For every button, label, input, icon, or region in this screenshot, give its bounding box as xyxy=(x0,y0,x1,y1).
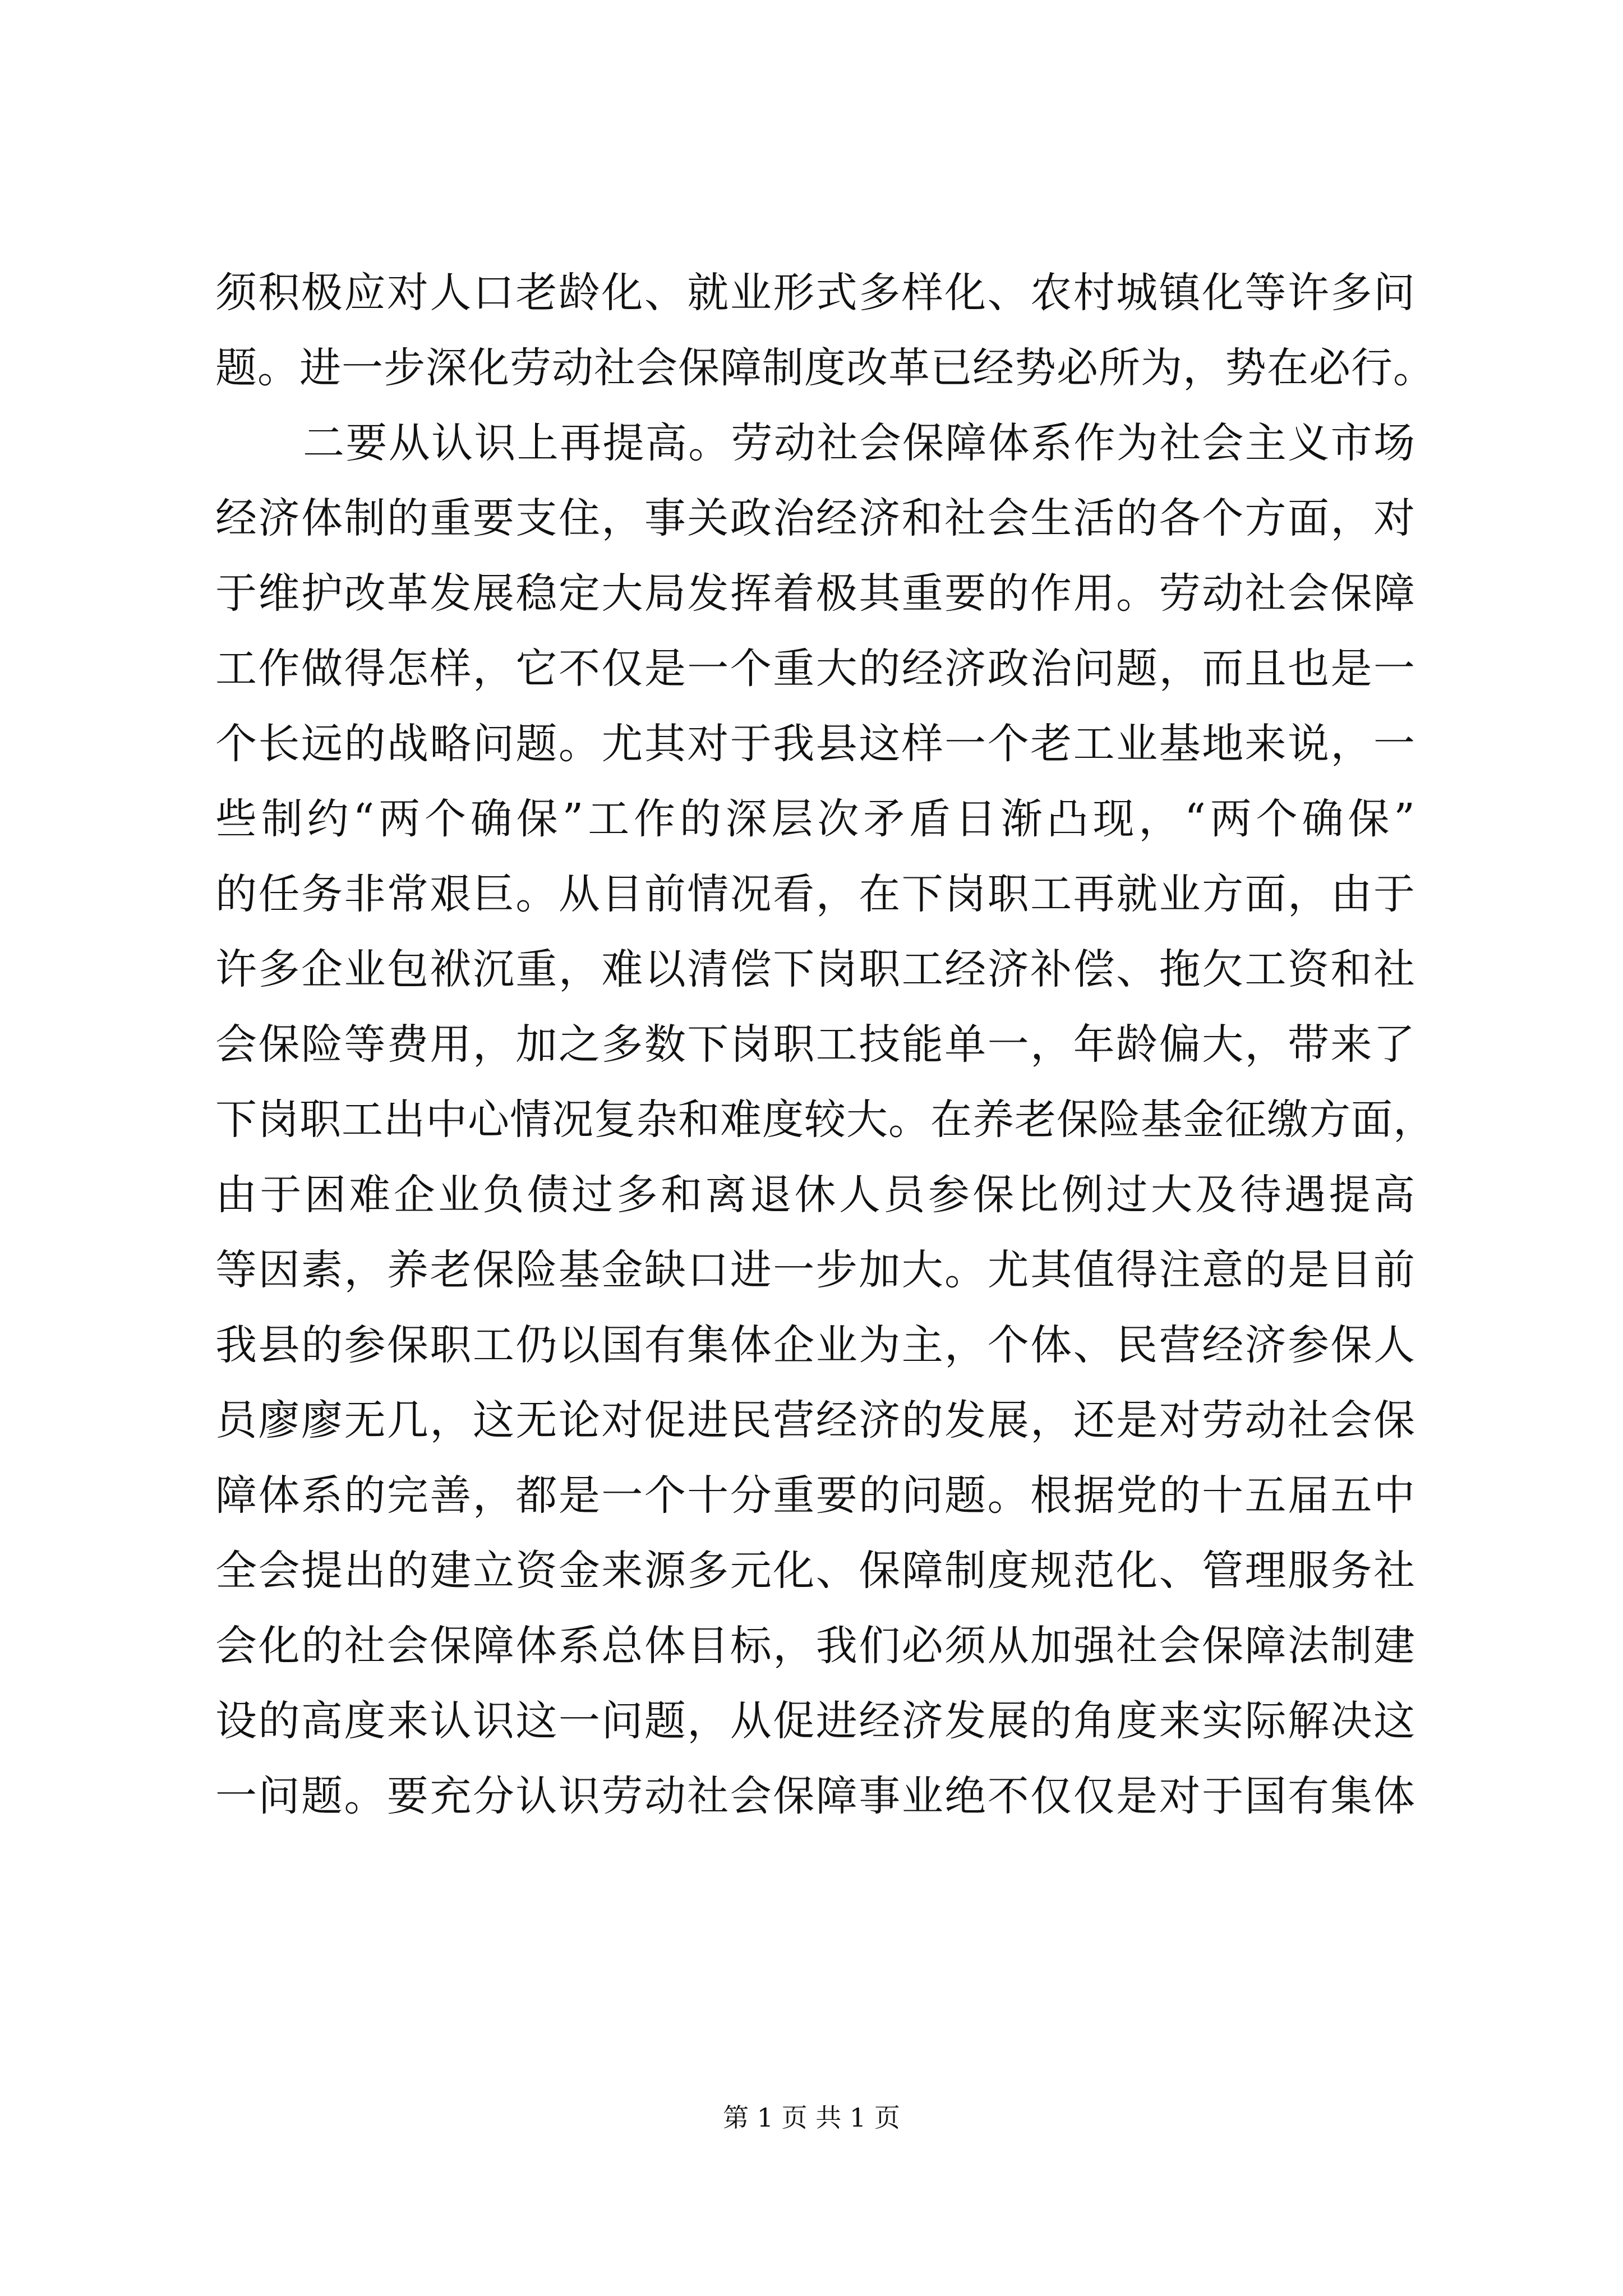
text-line-8: 些制约“两个确保”工作的深层次矛盾日渐凸现，“两个确保” xyxy=(215,795,1415,843)
text-line-3: 二要从认识上再提高。劳动社会保障体系作为社会主义市场 xyxy=(303,419,1415,467)
text-line-18: 全会提出的建立资金来源多元化、保障制度规范化、管理服务社 xyxy=(215,1547,1415,1595)
text-line-11: 会保险等费用，加之多数下岗职工技能单一，年龄偏大，带来了 xyxy=(215,1020,1415,1069)
text-line-6: 工作做得怎样，它不仅是一个重大的经济政治问题，而且也是一 xyxy=(215,645,1415,693)
text-line-7: 个长远的战略问题。尤其对于我县这样一个老工业基地来说，一 xyxy=(215,720,1415,768)
text-line-19: 会化的社会保障体系总体目标，我们必须从加强社会保障法制建 xyxy=(215,1622,1415,1670)
text-line-9: 的任务非常艰巨。从目前情况看，在下岗职工再就业方面，由于 xyxy=(215,870,1415,918)
text-line-16: 员廖廖无几，这无论对促进民营经济的发展，还是对劳动社会保 xyxy=(215,1396,1415,1444)
text-line-20: 设的高度来认识这一问题，从促进经济发展的角度来实际解决这 xyxy=(215,1697,1415,1745)
text-line-12: 下岗职工出中心情况复杂和难度较大。在养老保险基金征缴方面， xyxy=(215,1096,1435,1144)
text-line-5: 于维护改革发展稳定大局发挥着极其重要的作用。劳动社会保障 xyxy=(215,569,1415,618)
text-line-21: 一问题。要充分认识劳动社会保障事业绝不仅仅是对于国有集体 xyxy=(215,1772,1415,1820)
page-number-footer: 第 1 页 共 1 页 xyxy=(723,2102,900,2133)
text-line-15: 我县的参保职工仍以国有集体企业为主，个体、民营经济参保人 xyxy=(215,1321,1415,1369)
text-line-2: 题。进一步深化劳动社会保障制度改革已经势必所为，势在必行。 xyxy=(215,344,1435,392)
text-line-4: 经济体制的重要支住，事关政治经济和社会生活的各个方面，对 xyxy=(215,494,1415,542)
text-line-13: 由于困难企业负债过多和离退休人员参保比例过大及待遇提高 xyxy=(215,1171,1415,1219)
text-line-10: 许多企业包袱沉重，难以清偿下岗职工经济补偿、拖欠工资和社 xyxy=(215,945,1415,993)
text-line-17: 障体系的完善，都是一个十分重要的问题。根据党的十五届五中 xyxy=(215,1471,1415,1520)
text-line-1: 须积极应对人口老龄化、就业形式多样化、农村城镇化等许多问 xyxy=(215,269,1415,317)
text-line-14: 等因素，养老保险基金缺口进一步加大。尤其值得注意的是目前 xyxy=(215,1246,1415,1294)
document-body xyxy=(215,255,1435,1834)
